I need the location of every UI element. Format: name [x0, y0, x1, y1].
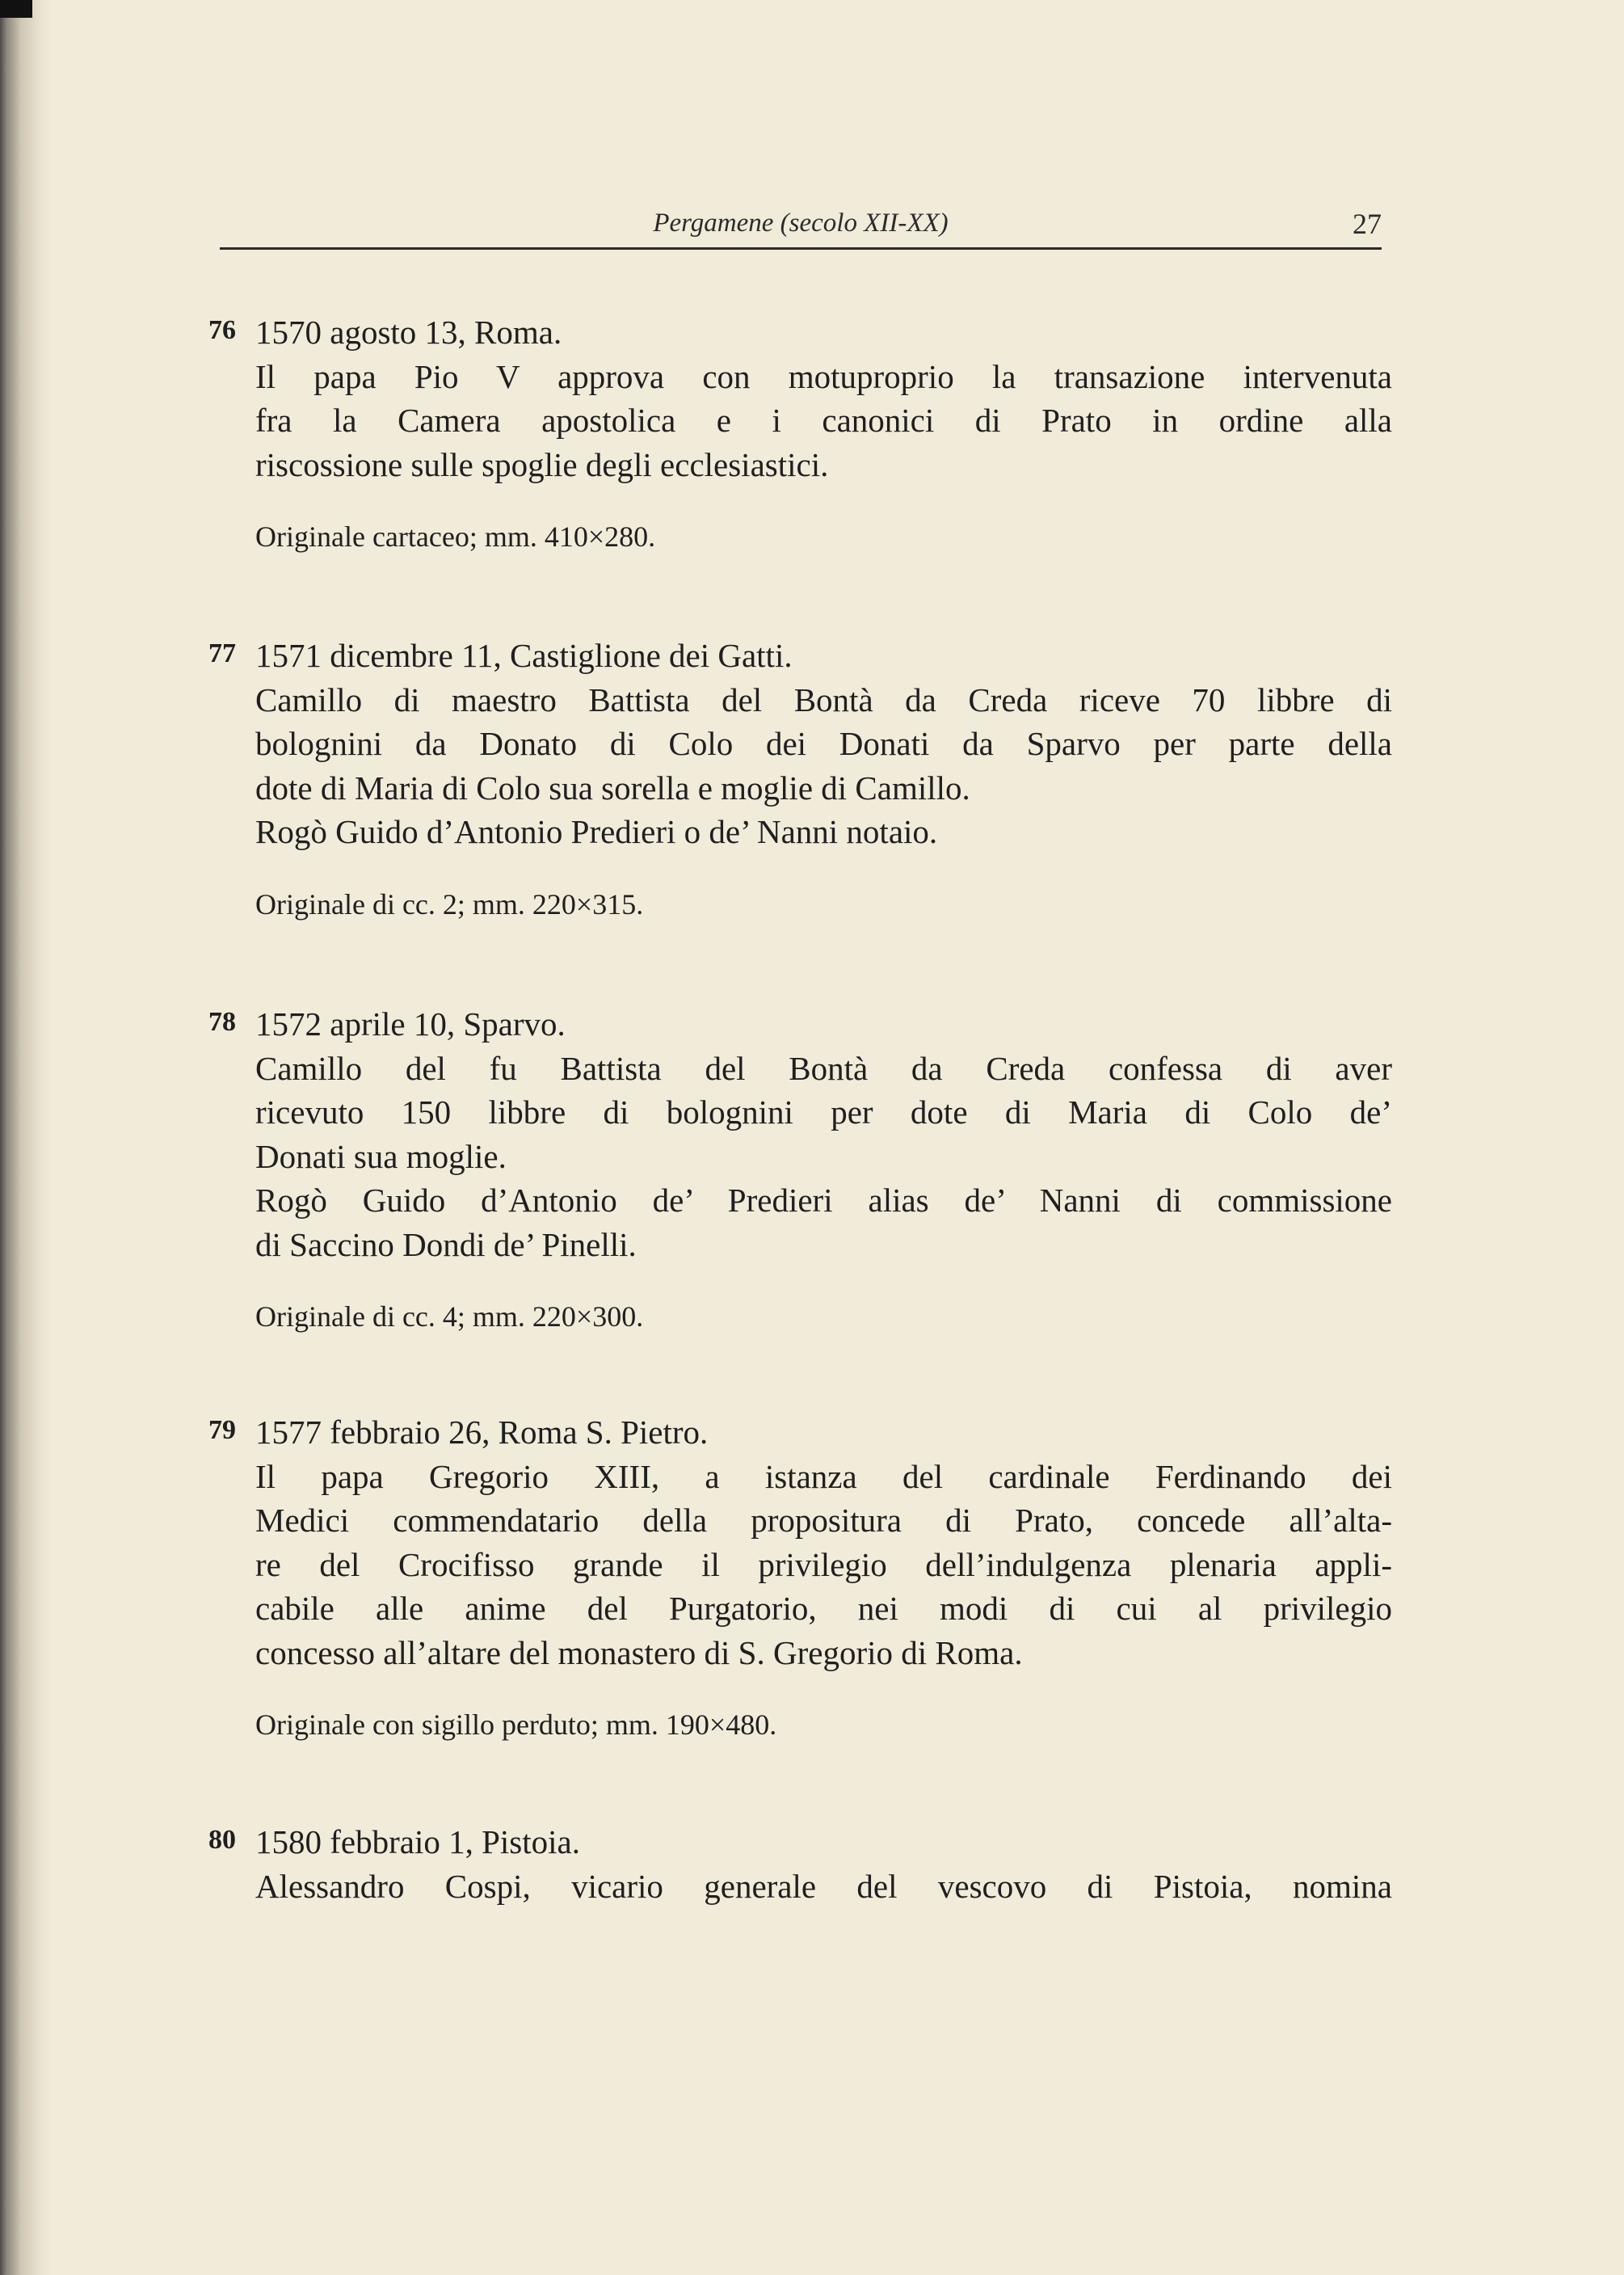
entry-text-line: Camillo di maestro Battista del Bontà da Creda riceve 70 libbre di	[255, 680, 1392, 718]
entry-text-line: ricevuto 150 libbre di bolognini per dote di Maria di Colo de’	[255, 1093, 1392, 1131]
catalog-entry-79	[208, 1410, 1392, 1742]
entry-text-line: Rogò Guido d’Antonio de’ Predieri alias de’ Nanni di commissione	[255, 1182, 1392, 1219]
entry-text-line: re del Crocifisso grande il privilegio dell’indulgenza plenaria appli-	[255, 1545, 1392, 1583]
running-title: Pergamene (secolo XII-XX)	[653, 209, 949, 238]
entry-text-line: Medici commendatario della propositura di Prato, concede all’alta-	[255, 1502, 1392, 1539]
entry-text-line: Il papa Pio V approva con motuproprio la transazione intervenuta	[255, 357, 1392, 395]
entry-source-note: Originale cartaceo; mm. 410×280.	[255, 520, 656, 553]
entry-source-note: Originale di cc. 2; mm. 220×315.	[255, 887, 644, 921]
entry-text-line: concesso all’altare del monastero di S. Gregorio di Roma.	[255, 1633, 1023, 1671]
catalog-entry-80	[208, 1820, 1392, 1908]
entry-date-line: 1572 aprile 10, Sparvo.	[255, 1005, 566, 1043]
entry-text-line: dote di Maria di Colo sua sorella e moglie di Camillo.	[255, 769, 970, 807]
entry-text-line: bolognini da Donato di Colo dei Donati da Sparvo per parte della	[255, 725, 1392, 762]
entry-source-note: Originale con sigillo perduto; mm. 190×480.	[255, 1708, 777, 1741]
entry-text-line: fra la Camera apostolica e i canonici di Prato in ordine alla	[255, 402, 1392, 439]
book-spine-shadow	[0, 0, 52, 2275]
entry-text-line: Il papa Gregorio XIII, a istanza del cardinale Ferdinando dei	[255, 1457, 1392, 1495]
entry-number: 76	[208, 315, 236, 345]
entry-source-note: Originale di cc. 4; mm. 220×300.	[255, 1300, 644, 1333]
entry-number: 80	[208, 1825, 236, 1855]
entry-text-line: di Saccino Dondi de’ Pinelli.	[255, 1225, 637, 1263]
entry-text-line: Rogò Guido d’Antonio Predieri o de’ Nanni notaio.	[255, 813, 938, 850]
entry-text-line: riscossione sulle spoglie degli ecclesiastici.	[255, 445, 829, 483]
scan-corner	[0, 0, 32, 18]
entry-number: 77	[208, 638, 236, 668]
catalog-entry-76	[208, 310, 1392, 554]
entry-text-line: Alessandro Cospi, vicario generale del vescovo di Pistoia, nomina	[255, 1867, 1392, 1905]
entry-text-line: Camillo del fu Battista del Bontà da Creda confessa di aver	[255, 1049, 1392, 1087]
entry-date-line: 1580 febbraio 1, Pistoia.	[255, 1823, 580, 1860]
page-number: 27	[1353, 208, 1382, 240]
entry-text-line: cabile alle anime del Purgatorio, nei modi di cui al privilegio	[255, 1590, 1392, 1627]
page-header	[220, 204, 1382, 250]
entry-date-line: 1571 dicembre 11, Castiglione dei Gatti.	[255, 637, 793, 674]
entry-date-line: 1570 agosto 13, Roma.	[255, 314, 562, 351]
entry-number: 79	[208, 1415, 236, 1445]
entry-text-line: Donati sua moglie.	[255, 1137, 507, 1175]
catalog-entry-78	[208, 1002, 1392, 1334]
entry-date-line: 1577 febbraio 26, Roma S. Pietro.	[255, 1413, 709, 1451]
catalog-entry-77	[208, 634, 1392, 922]
entry-number: 78	[208, 1007, 236, 1037]
